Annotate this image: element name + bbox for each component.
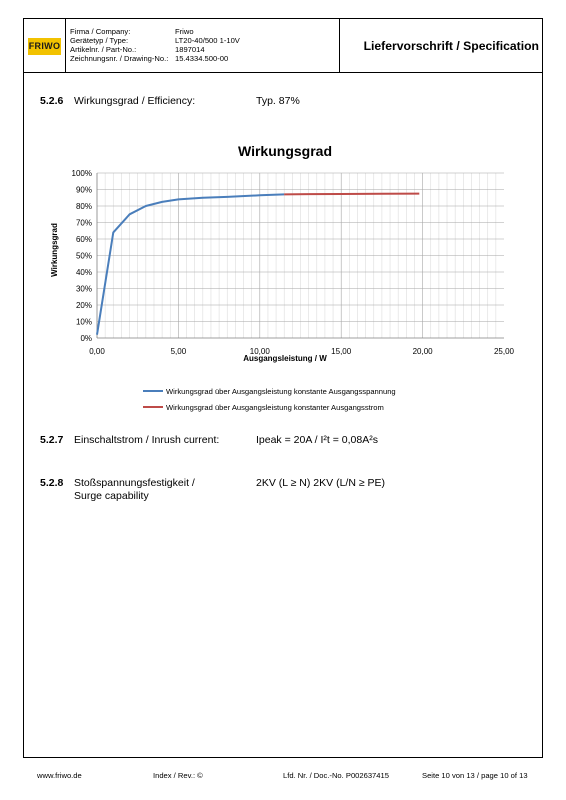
section-label: Einschaltstrom / Inrush current: [74,434,220,446]
friwo-logo: FRIWO [28,38,61,55]
series-line-1 [97,194,284,334]
y-tick-label: 30% [75,284,92,294]
efficiency-chart [40,128,530,423]
title-cell [339,19,543,72]
footer-index: Index / Rev.: © [153,771,203,780]
x-tick-label: 15,00 [331,347,352,356]
y-tick-label: 10% [75,317,92,327]
y-tick-label: 40% [75,268,92,277]
chart-title: Wirkungsgrad [238,143,332,159]
meta-label: Artikelnr. / Part-No.: [70,45,137,54]
series-line-2 [284,194,419,195]
x-tick-label: 0,00 [89,347,105,356]
meta-row-type [70,36,240,45]
x-tick-label: 25,00 [493,347,515,356]
y-tick-label: 50% [75,251,92,261]
legend-label: Wirkungsgrad über Ausgangsleistung konstante Ausgangsspannung [166,387,396,396]
section-value: 2KV (L ≥ N) 2KV (L/N ≥ PE) [256,477,386,489]
document-header [23,18,543,73]
x-tick-label: 5,00 [170,347,187,356]
section-label: Wirkungsgrad / Efficiency: [74,95,196,107]
y-tick-label: 100% [71,169,92,178]
meta-label: Zeichnungsnr. / Drawing-No.: [70,54,169,63]
y-tick-label: 90% [75,185,92,195]
chart-legend [143,387,396,412]
section-number: 5.2.6 [40,95,64,107]
footer-doc-no: Lfd. Nr. / Doc.-No. P002637415 [283,771,389,780]
section-number: 5.2.8 [40,477,64,489]
meta-label: Firma / Company: [70,27,131,36]
y-tick-label: 0% [80,334,92,343]
y-axis-label: Wirkungsgrad [50,223,59,277]
header-meta [70,27,240,63]
meta-label: Gerätetyp / Type: [70,36,129,45]
footer-page: Seite 10 von 13 / page 10 of 13 [422,771,528,780]
x-tick-label: 20,00 [412,347,433,356]
section-value: Ipeak = 20A / I²t = 0,08A²s [256,434,378,446]
y-tick-label: 20% [75,301,92,310]
meta-value: 15.4334.500-00 [175,54,229,63]
meta-value: Friwo [175,27,194,36]
x-axis-label: Ausgangsleistung / W [243,354,327,363]
logo-cell [24,19,66,72]
section-number: 5.2.7 [40,434,64,446]
chart-series [97,194,419,335]
section-label-line2: Surge capability [74,490,149,502]
meta-row-drawing [70,54,240,63]
section-label-line1: Stoßspannungsfestigkeit / [74,477,195,489]
chart-grid [97,173,504,338]
y-tick-label: 70% [75,218,92,228]
meta-row-company [70,27,240,36]
document-title: Liefervorschrift / Specification [363,39,539,53]
meta-value: LT20-40/500 1-10V [175,36,240,45]
footer-website: www.friwo.de [37,771,82,780]
x-tick-label: 10,00 [249,347,270,356]
y-tick-label: 80% [75,202,92,211]
legend-label: Wirkungsgrad über Ausgangsleistung konstanter Ausgangsstrom [166,403,384,412]
y-tick-labels [72,169,92,343]
section-value: Typ. 87% [256,95,300,107]
meta-row-part [70,45,240,54]
y-tick-label: 60% [75,235,92,244]
meta-value: 1897014 [175,45,205,54]
